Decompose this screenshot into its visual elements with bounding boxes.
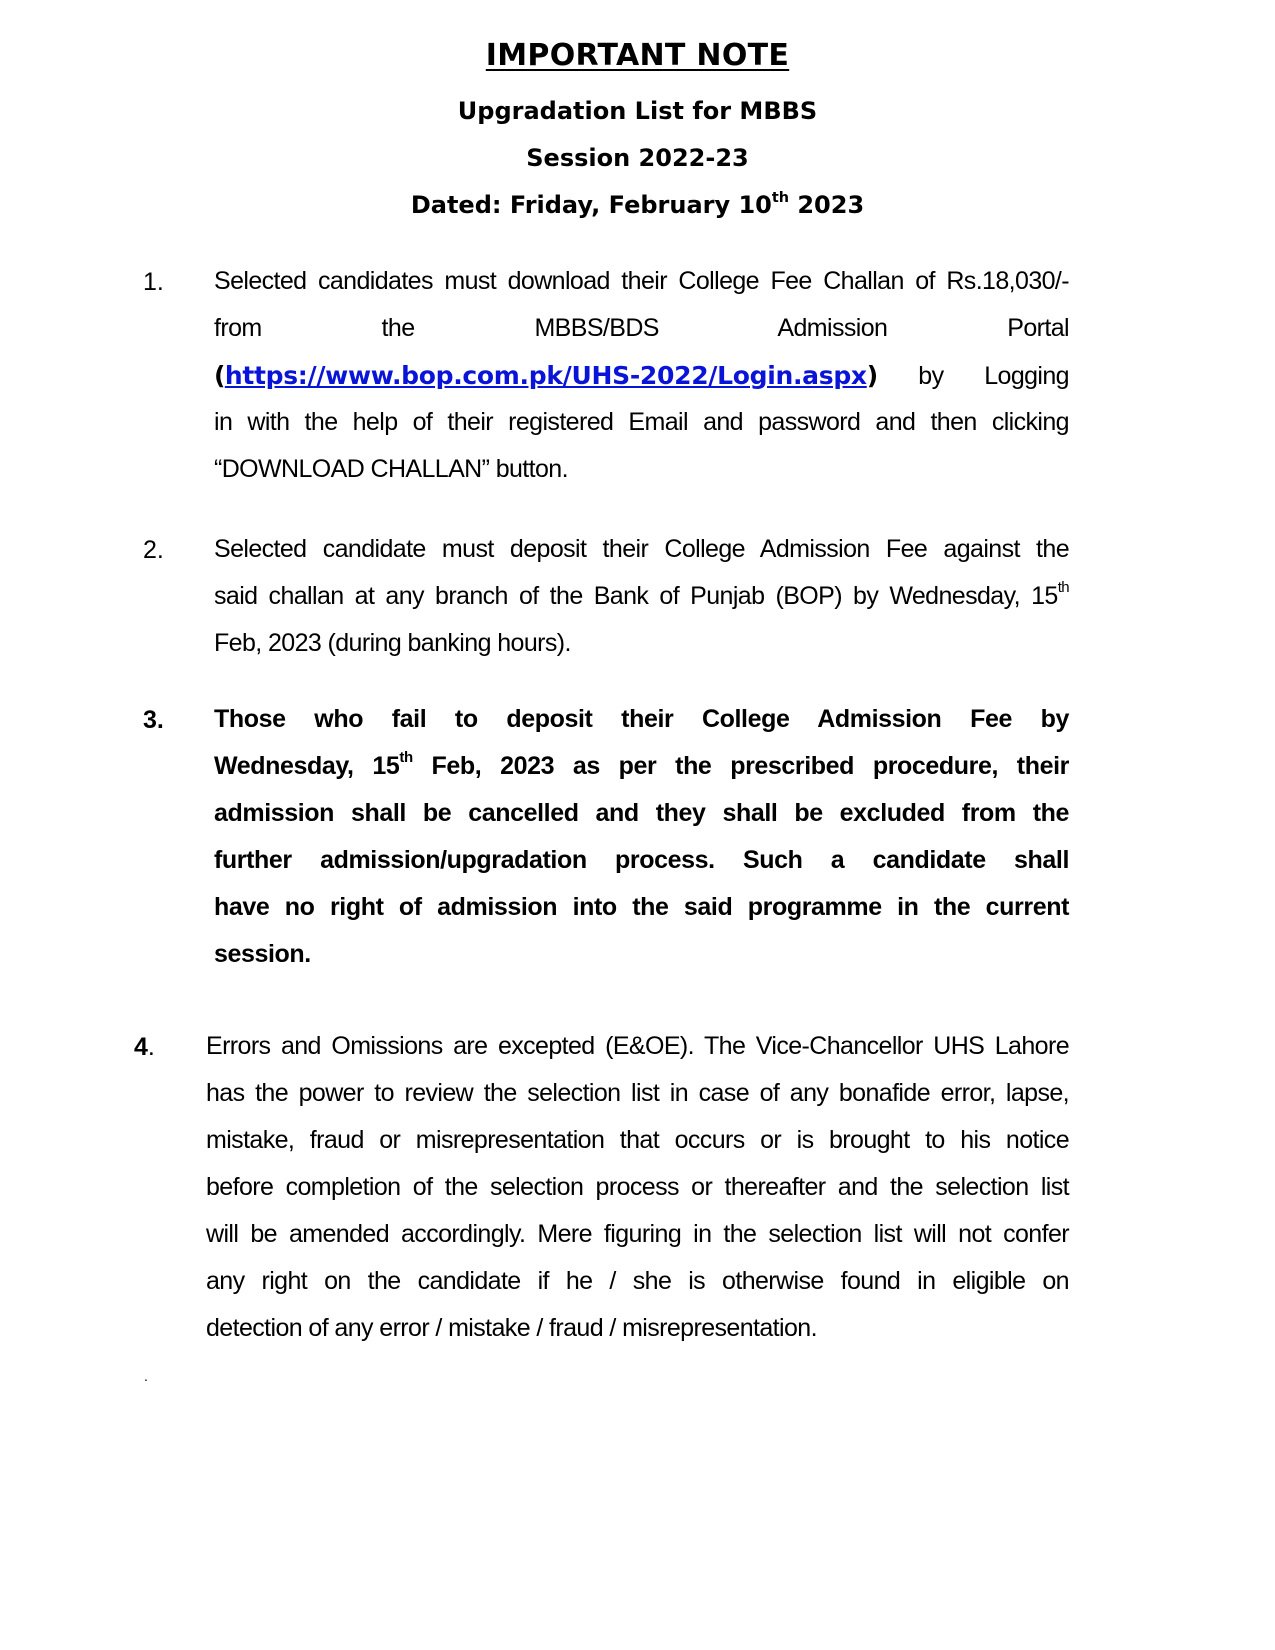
link-open-paren: (	[214, 361, 225, 390]
after-link-text: by Logging	[877, 362, 1069, 390]
item-number: 1.	[143, 268, 164, 296]
item-number-dot: .	[147, 1033, 155, 1061]
line-prefix: Wednesday, 15	[214, 752, 400, 780]
paragraph-line: session.	[214, 940, 311, 968]
paragraph-line: “DOWNLOAD CHALLAN” button.	[214, 455, 568, 483]
item-paragraph	[214, 258, 1069, 493]
link-close-paren: )	[866, 361, 878, 390]
date-prefix: Dated: Friday, February 10	[410, 191, 772, 219]
line-prefix: said challan at any branch of the Bank of Punjab (BOP) by Wednesday, 15	[214, 582, 1058, 610]
paragraph-line	[214, 573, 1069, 620]
line-suffix: Feb, 2023 as per the prescribed procedure, their	[412, 752, 1069, 780]
page-subtitle: Upgradation List for MBBS	[457, 97, 818, 125]
item-number-digit: 4	[134, 1033, 148, 1061]
paragraph-line: admission shall be cancelled and they shall be excluded from the	[214, 799, 1069, 827]
item-number: 2.	[143, 536, 164, 564]
date-suffix: 2023	[789, 191, 865, 219]
item-number: 3.	[143, 706, 164, 734]
paragraph-line: further admission/upgradation process. Such a candidate shall	[214, 846, 1069, 874]
paragraph-line: before completion of the selection process or thereafter and the selection list	[206, 1173, 1069, 1201]
paragraph-line: Feb, 2023 (during banking hours).	[214, 629, 571, 657]
item-paragraph	[214, 526, 1069, 667]
date-superscript: th	[399, 749, 413, 767]
paragraph-line-with-link	[214, 352, 1069, 399]
date-superscript: th	[1057, 579, 1069, 597]
date-line	[0, 191, 1275, 219]
paragraph-line: Errors and Omissions are excepted (E&OE). The Vice-Chancellor UHS Lahore	[206, 1032, 1069, 1060]
paragraph-line: Selected candidates must download their College Fee Challan of Rs.18,030/-	[214, 267, 1069, 295]
item-number	[134, 1033, 155, 1062]
paragraph-line: Selected candidate must deposit their College Admission Fee against the	[214, 535, 1069, 563]
paragraph-line: from the MBBS/BDS Admission Portal	[214, 314, 1069, 342]
date-superscript: th	[771, 189, 789, 206]
paragraph-line: detection of any error / mistake / fraud / misrepresentation.	[206, 1314, 817, 1342]
paragraph-line: will be amended accordingly. Mere figuring in the selection list will not confer	[206, 1220, 1069, 1248]
item-paragraph	[206, 1023, 1069, 1352]
trailing-mark: .	[144, 1368, 148, 1384]
paragraph-line: has the power to review the selection list in case of any bonafide error, lapse,	[206, 1079, 1069, 1107]
session-label: Session 2022-23	[526, 144, 749, 172]
paragraph-line: have no right of admission into the said programme in the current	[214, 893, 1069, 921]
item-paragraph	[214, 696, 1069, 978]
paragraph-line: in with the help of their registered Email and password and then clicking	[214, 408, 1069, 436]
admission-portal-link[interactable]: https://www.bop.com.pk/UHS-2022/Login.aspx	[224, 361, 867, 390]
paragraph-line: any right on the candidate if he / she is otherwise found in eligible on	[206, 1267, 1069, 1295]
paragraph-line: Those who fail to deposit their College Admission Fee by	[214, 705, 1069, 733]
paragraph-line: mistake, fraud or misrepresentation that occurs or is brought to his notice	[206, 1126, 1069, 1154]
page-title: IMPORTANT NOTE	[485, 38, 790, 73]
paragraph-line	[214, 743, 1069, 790]
